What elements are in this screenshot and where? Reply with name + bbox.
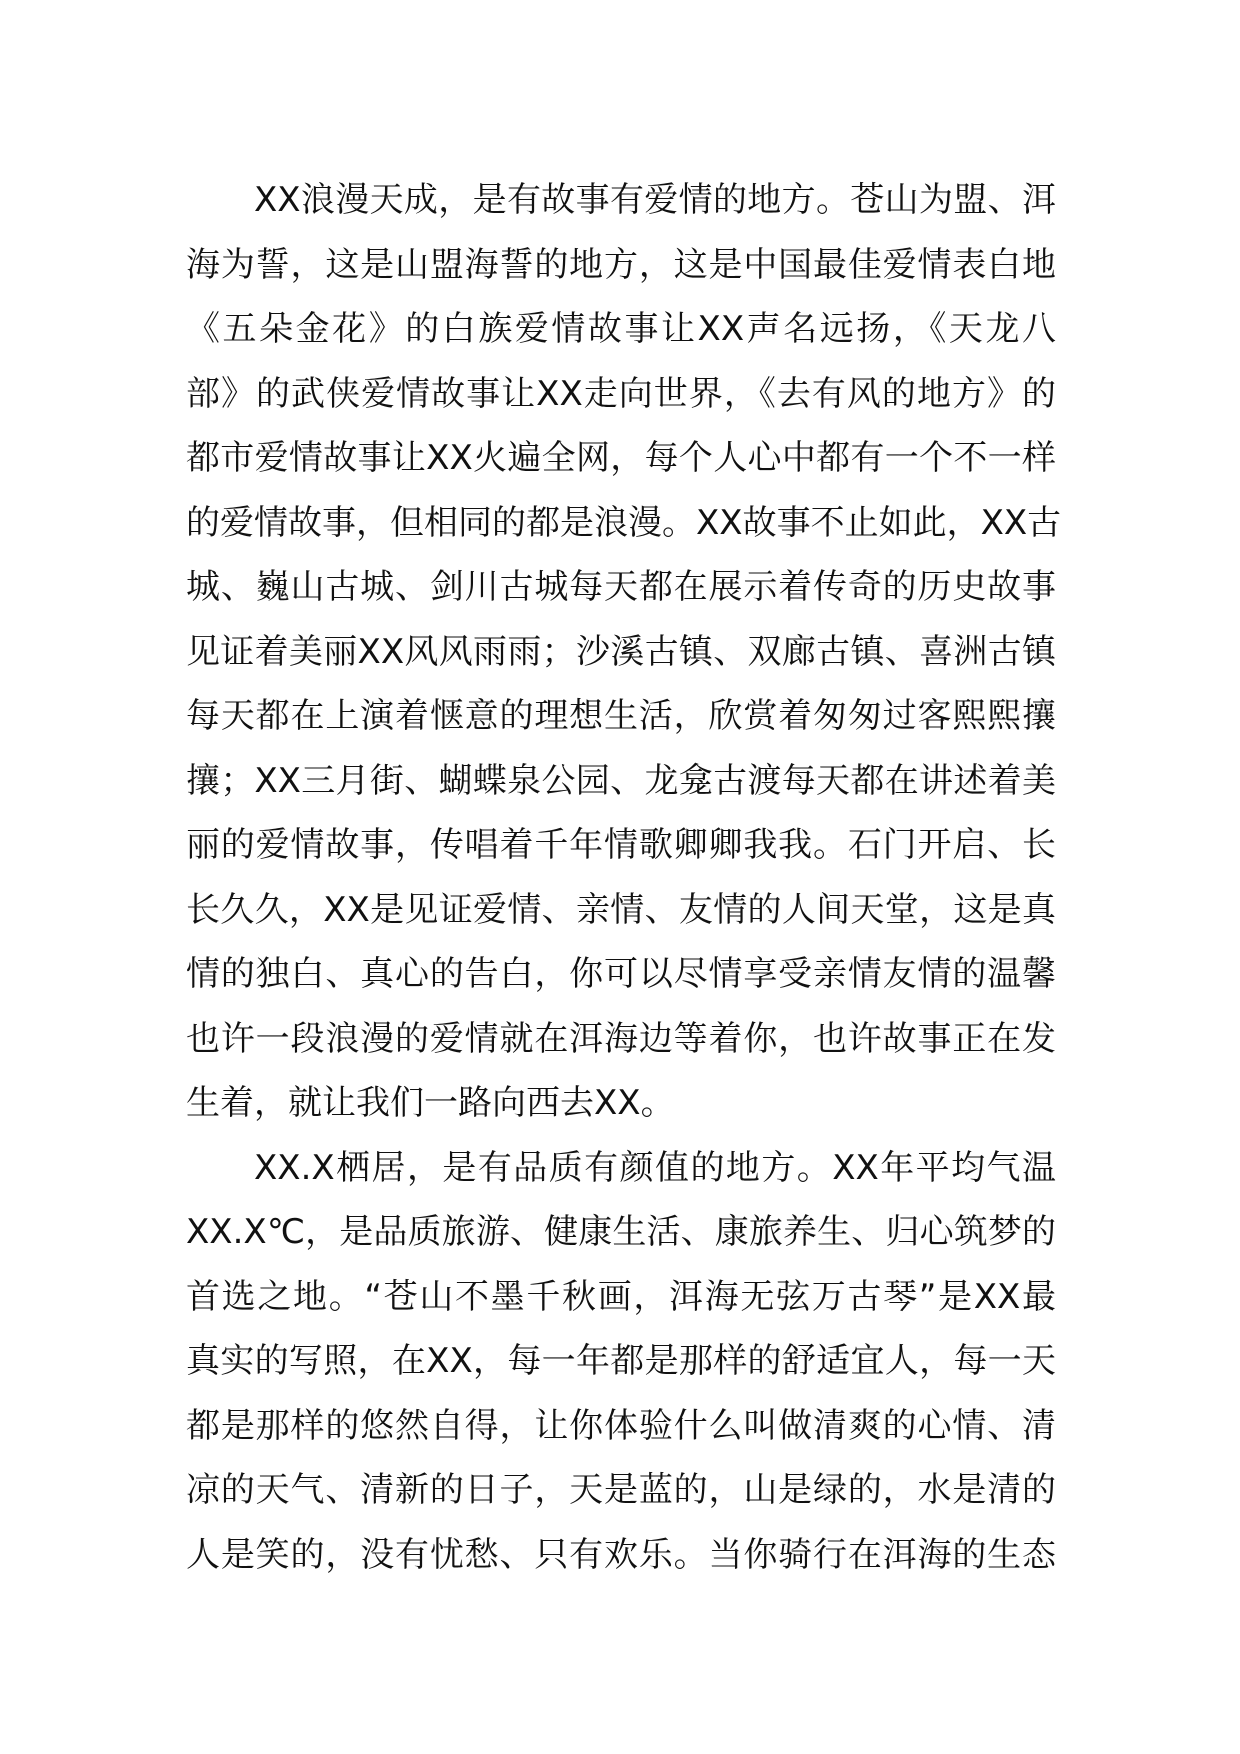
text-line: XX.X℃，是品质旅游、健康生活、康旅养生、归心筑梦的	[186, 1212, 1056, 1252]
text-line: 部》的武侠爱情故事让XX走向世界，《去有风的地方》的	[186, 373, 1056, 414]
text-line: XX.X栖居，是有品质有颜值的地方。XX年平均气温	[254, 1147, 1056, 1188]
text-line: 丽的爱情故事，传唱着千年情歌卿卿我我。石门开启、长	[186, 825, 1056, 865]
text-line: 生着，就让我们一路向西去XX。	[186, 1083, 675, 1123]
text-line: 《五朵金花》的白族爱情故事让XX声名远扬，《天龙八	[186, 309, 1056, 349]
text-line: 的爱情故事，但相同的都是浪漫。XX故事不止如此，XX古	[186, 502, 1062, 543]
document-body	[186, 168, 1062, 1587]
text-line: 凉的天气、清新的日子，天是蓝的，山是绿的，水是清的	[186, 1470, 1056, 1510]
text-line: 海为誓，这是山盟海誓的地方，这是中国最佳爱情表白地	[186, 244, 1056, 285]
text-line: 长久久，XX是见证爱情、亲情、友情的人间天堂，这是真	[186, 889, 1056, 930]
text-line: 都市爱情故事让XX火遍全网，每个人心中都有一个不一样	[186, 438, 1056, 478]
text-line: 情的独白、真心的告白，你可以尽情享受亲情友情的温馨	[186, 954, 1056, 994]
text-line: 也许一段浪漫的爱情就在洱海边等着你，也许故事正在发	[186, 1018, 1056, 1059]
paragraph-living	[186, 1136, 1056, 1588]
text-line: XX浪漫天成，是有故事有爱情的地方。苍山为盟、洱	[254, 180, 1056, 220]
text-line: 真实的写照，在XX，每一年都是那样的舒适宜人，每一天	[186, 1341, 1056, 1381]
text-line: 城、巍山古城、剑川古城每天都在展示着传奇的历史故事	[186, 567, 1056, 607]
text-line: 首选之地。“苍山不墨千秋画，洱海无弦万古琴”是XX最	[186, 1276, 1056, 1317]
paragraph-romance	[186, 168, 1062, 1136]
text-line: 见证着美丽XX风风雨雨；沙溪古镇、双廊古镇、喜洲古镇	[186, 631, 1056, 672]
text-line: 人是笑的，没有忧愁、只有欢乐。当你骑行在洱海的生态	[186, 1534, 1056, 1575]
text-line: 每天都在上演着惬意的理想生活，欣赏着匆匆过客熙熙攘	[186, 696, 1056, 736]
text-line: 攘；XX三月街、蝴蝶泉公园、龙龛古渡每天都在讲述着美	[186, 760, 1056, 801]
text-line: 都是那样的悠然自得，让你体验什么叫做清爽的心情、清	[186, 1405, 1056, 1446]
